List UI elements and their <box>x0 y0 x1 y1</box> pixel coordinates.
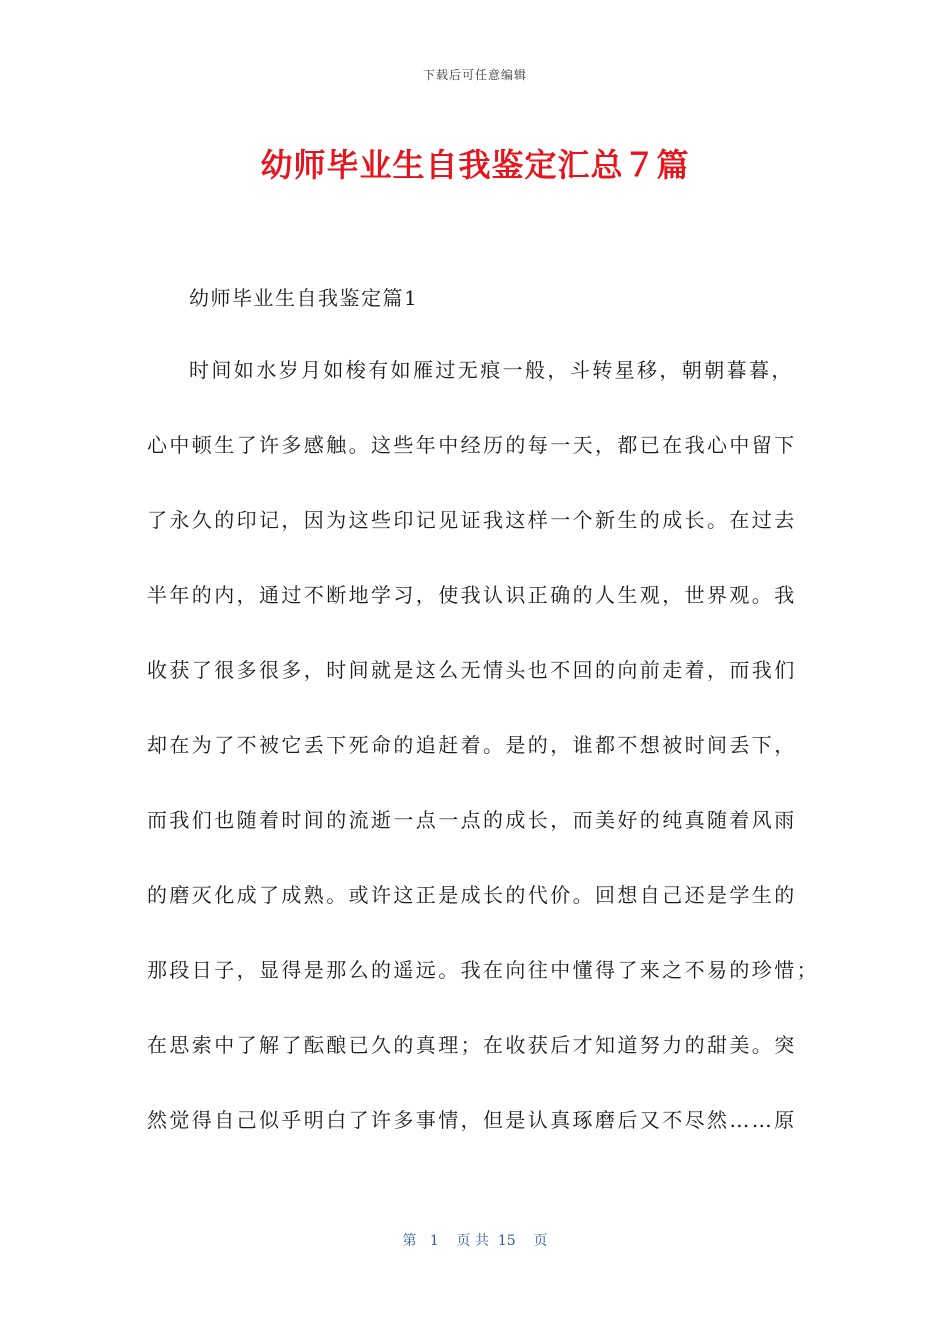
header-note: 下载后可任意编辑 <box>422 68 527 82</box>
document-title: 幼师毕业生自我鉴定汇总７篇 <box>260 146 690 184</box>
paragraph-line: 半年的内，通过不断地学习，使我认识正确的人生观，世界观。我 <box>147 583 797 607</box>
paragraph-line: 心中顿生了许多感触。这些年中经历的每一天，都已在我心中留下 <box>147 433 797 457</box>
paragraph-line: 而我们也随着时间的流逝一点一点的成长，而美好的纯真随着风雨 <box>147 808 797 832</box>
paragraph-line: 然觉得自己似乎明白了许多事情，但是认真琢磨后又不尽然……原 <box>147 1108 797 1132</box>
paragraph-line: 的磨灭化成了成熟。或许这正是成长的代价。回想自己还是学生的 <box>147 883 797 907</box>
page-footer: 第 1 页 共 15 页 <box>402 1233 548 1249</box>
paragraph-line: 收获了很多很多，时间就是这么无情头也不回的向前走着，而我们 <box>147 658 797 682</box>
paragraph-line: 却在为了不被它丢下死命的追赶着。是的，谁都不想被时间丢下， <box>147 733 797 757</box>
paragraph-line: 那段日子，显得是那么的遥远。我在向往中懂得了来之不易的珍惜； <box>147 958 819 982</box>
paragraph-line: 在思索中了解了酝酿已久的真理；在收获后才知道努力的甜美。突 <box>147 1033 797 1057</box>
section-heading: 幼师毕业生自我鉴定篇1 <box>189 286 419 310</box>
paragraph-line: 了永久的印记，因为这些印记见证我这样一个新生的成长。在过去 <box>147 508 797 532</box>
body-text <box>147 355 819 1180</box>
paragraph-line: 时间如水岁月如梭有如雁过无痕一般，斗转星移，朝朝暮暮， <box>189 358 794 382</box>
